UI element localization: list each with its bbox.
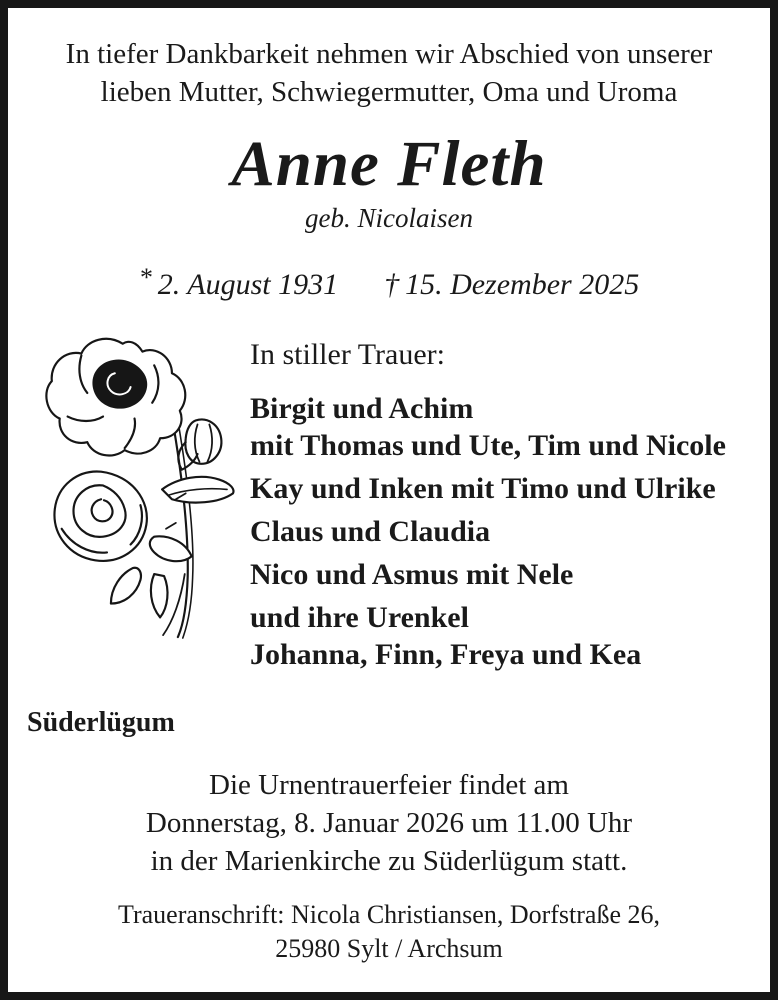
death-date-group bbox=[384, 268, 639, 301]
intro-text bbox=[8, 35, 770, 111]
birth-date-group bbox=[138, 263, 339, 301]
birth-star-icon: * bbox=[138, 263, 152, 292]
mourners-block bbox=[250, 326, 726, 679]
mourner-group bbox=[250, 599, 726, 673]
mourner-group bbox=[250, 556, 726, 593]
address-line-1: Traueranschrift: Nicola Christiansen, Dorfstraße 26, bbox=[117, 900, 660, 929]
address-line-2: 25980 Sylt / Archsum bbox=[275, 934, 503, 963]
rose-illustration bbox=[38, 326, 235, 646]
mourning-intro: In stiller Trauer: bbox=[250, 338, 445, 371]
life-dates bbox=[8, 259, 770, 304]
death-date: 15. Dezember 2025 bbox=[405, 268, 640, 301]
intro-line-2: lieben Mutter, Schwiegermutter, Oma und Uroma bbox=[100, 76, 678, 108]
mourner-line: Birgit und Achim bbox=[250, 392, 474, 425]
mourner-line: Kay und Inken mit Timo und Ulrike bbox=[250, 472, 716, 505]
mourner-group bbox=[250, 513, 726, 550]
mourner-group bbox=[250, 470, 726, 507]
deceased-name: Anne Fleth bbox=[231, 128, 547, 200]
mourner-line: Nico und Asmus mit Nele bbox=[250, 558, 574, 591]
city-name: Süderlügum bbox=[27, 707, 175, 738]
service-line-2: Donnerstag, 8. Januar 2026 um 11.00 Uhr bbox=[145, 807, 633, 839]
intro-line-1: In tiefer Dankbarkeit nehmen wir Abschied von unserer bbox=[65, 38, 713, 70]
birth-date: 2. August 1931 bbox=[157, 268, 339, 301]
mourner-line: und ihre Urenkel bbox=[250, 601, 469, 634]
maiden-name: geb. Nicolaisen bbox=[305, 203, 473, 233]
service-line-3: in der Marienkirche zu Süderlügum statt. bbox=[150, 845, 628, 877]
service-line-1: Die Urnentrauerfeier findet am bbox=[209, 769, 569, 801]
death-cross-icon: † bbox=[384, 268, 400, 301]
mourner-line: Johanna, Finn, Freya und Kea bbox=[250, 638, 642, 671]
condolence-address bbox=[8, 898, 770, 966]
mourner-group bbox=[250, 390, 726, 464]
mourning-section bbox=[8, 326, 770, 679]
mourner-line: mit Thomas und Ute, Tim und Nicole bbox=[250, 429, 726, 462]
rose-line-art-svg bbox=[38, 326, 235, 641]
service-announcement bbox=[8, 766, 770, 880]
mourner-line: Claus und Claudia bbox=[250, 515, 491, 548]
